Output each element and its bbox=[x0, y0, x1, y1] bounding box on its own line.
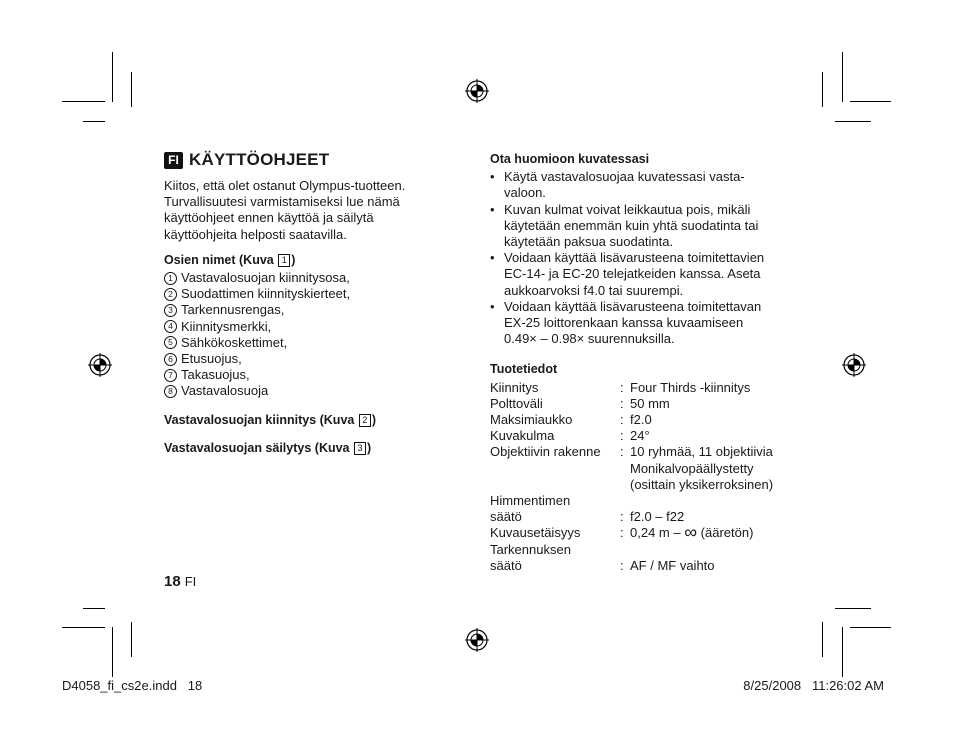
page-title: KÄYTTÖOHJEET bbox=[189, 149, 330, 169]
list-item: • Käytä vastavalosuojaa kuvatessasi vasta-valoon. bbox=[490, 169, 762, 201]
list-item: 1 Vastavalosuojan kiinnitysosa, bbox=[164, 270, 434, 286]
list-item: 7 Takasuojus, bbox=[164, 367, 434, 383]
list-item: 8 Vastavalosuoja bbox=[164, 383, 434, 399]
figure-number: 1 bbox=[278, 254, 290, 267]
list-item: 6 Etusuojus, bbox=[164, 351, 434, 367]
left-column bbox=[164, 150, 434, 458]
crop-mark bbox=[131, 72, 132, 107]
crop-mark bbox=[850, 627, 891, 628]
notes-list bbox=[490, 169, 820, 347]
crop-mark bbox=[822, 72, 823, 107]
list-item: • Kuvan kulmat voivat leikkautua pois, mikäli käytetään enemmän kuin yhtä suodatinta tai käytetään paksua suodatinta. bbox=[490, 202, 784, 251]
list-item: 5 Sähkökoskettimet, bbox=[164, 335, 434, 351]
crop-mark bbox=[835, 121, 871, 122]
parts-list bbox=[164, 270, 434, 400]
footer-file-info: D4058_fi_cs2e.indd 18 bbox=[62, 678, 203, 693]
notes-heading: Ota huomioon kuvatessasi bbox=[490, 152, 650, 166]
hood-storage-heading: Vastavalosuojan säilytys (Kuva 3 ) bbox=[164, 440, 372, 455]
registration-mark-icon bbox=[88, 353, 112, 377]
title-row bbox=[164, 150, 434, 170]
crop-mark bbox=[62, 627, 105, 628]
crop-mark bbox=[112, 52, 113, 102]
intro-text: Kiitos, että olet ostanut Olympus-tuotteen. Turvallisuutesi varmistamiseksi lue nämä käyttöohjeet ennen käyttöä ja säilytä käyttöohjeita helposti saatavilla. bbox=[164, 178, 406, 242]
language-badge: FI bbox=[164, 152, 183, 169]
right-column bbox=[490, 151, 820, 574]
list-item: 2 Suodattimen kiinnityskierteet, bbox=[164, 286, 434, 302]
infinity-icon: ∞ bbox=[684, 522, 698, 543]
crop-mark bbox=[835, 608, 871, 609]
crop-mark bbox=[131, 622, 132, 657]
registration-mark-icon bbox=[465, 79, 489, 103]
registration-mark-icon bbox=[842, 353, 866, 377]
crop-mark bbox=[112, 627, 113, 677]
list-item: • Voidaan käyttää lisävarusteena toimitettavien EC-14- ja EC-20 telejatkeiden kanssa. Aseta aukkoarvoksi f4.0 tai suurempi. bbox=[490, 250, 789, 299]
crop-mark bbox=[842, 627, 843, 677]
hood-attach-heading: Vastavalosuojan kiinnitys (Kuva 2 ) bbox=[164, 412, 376, 427]
crop-mark bbox=[850, 101, 891, 102]
list-item: • Voidaan käyttää lisävarusteena toimitettavan EX-25 loittorenkaan kanssa kuvaamiseen 0.49× – 0.98× suurennuksilla. bbox=[490, 299, 779, 348]
specs-table: Kiinnitys : Four Thirds -kiinnitys Polttoväli : 50 mm Maksimiaukko : f2.0 Kuvakulma : 24° Objektiivin rakenne : 10 ryhmää, 11 objektiivia Monikalvopäällystetty (osittain yksikerroksinen) Himmentimen säätö : f2.0 – f22 Kuvausetäisyys : 0,24 m – ∞ (ääretön) Tarkennuksen säätö : AF / MF vaihto bbox=[490, 379, 774, 573]
list-item: 4 Kiinnitysmerkki, bbox=[164, 319, 434, 335]
crop-mark bbox=[842, 52, 843, 102]
footer-timestamp: 8/25/2008 11:26:02 AM bbox=[743, 678, 884, 693]
crop-mark bbox=[83, 121, 105, 122]
crop-mark bbox=[83, 608, 105, 609]
crop-mark bbox=[62, 101, 105, 102]
parts-heading: Osien nimet (Kuva 1 ) bbox=[164, 252, 296, 267]
crop-mark bbox=[822, 622, 823, 657]
list-item: 3 Tarkennusrengas, bbox=[164, 302, 434, 318]
page-number: 18 FI bbox=[164, 573, 197, 590]
registration-mark-icon bbox=[465, 628, 489, 652]
specs-heading: Tuotetiedot bbox=[490, 362, 558, 377]
